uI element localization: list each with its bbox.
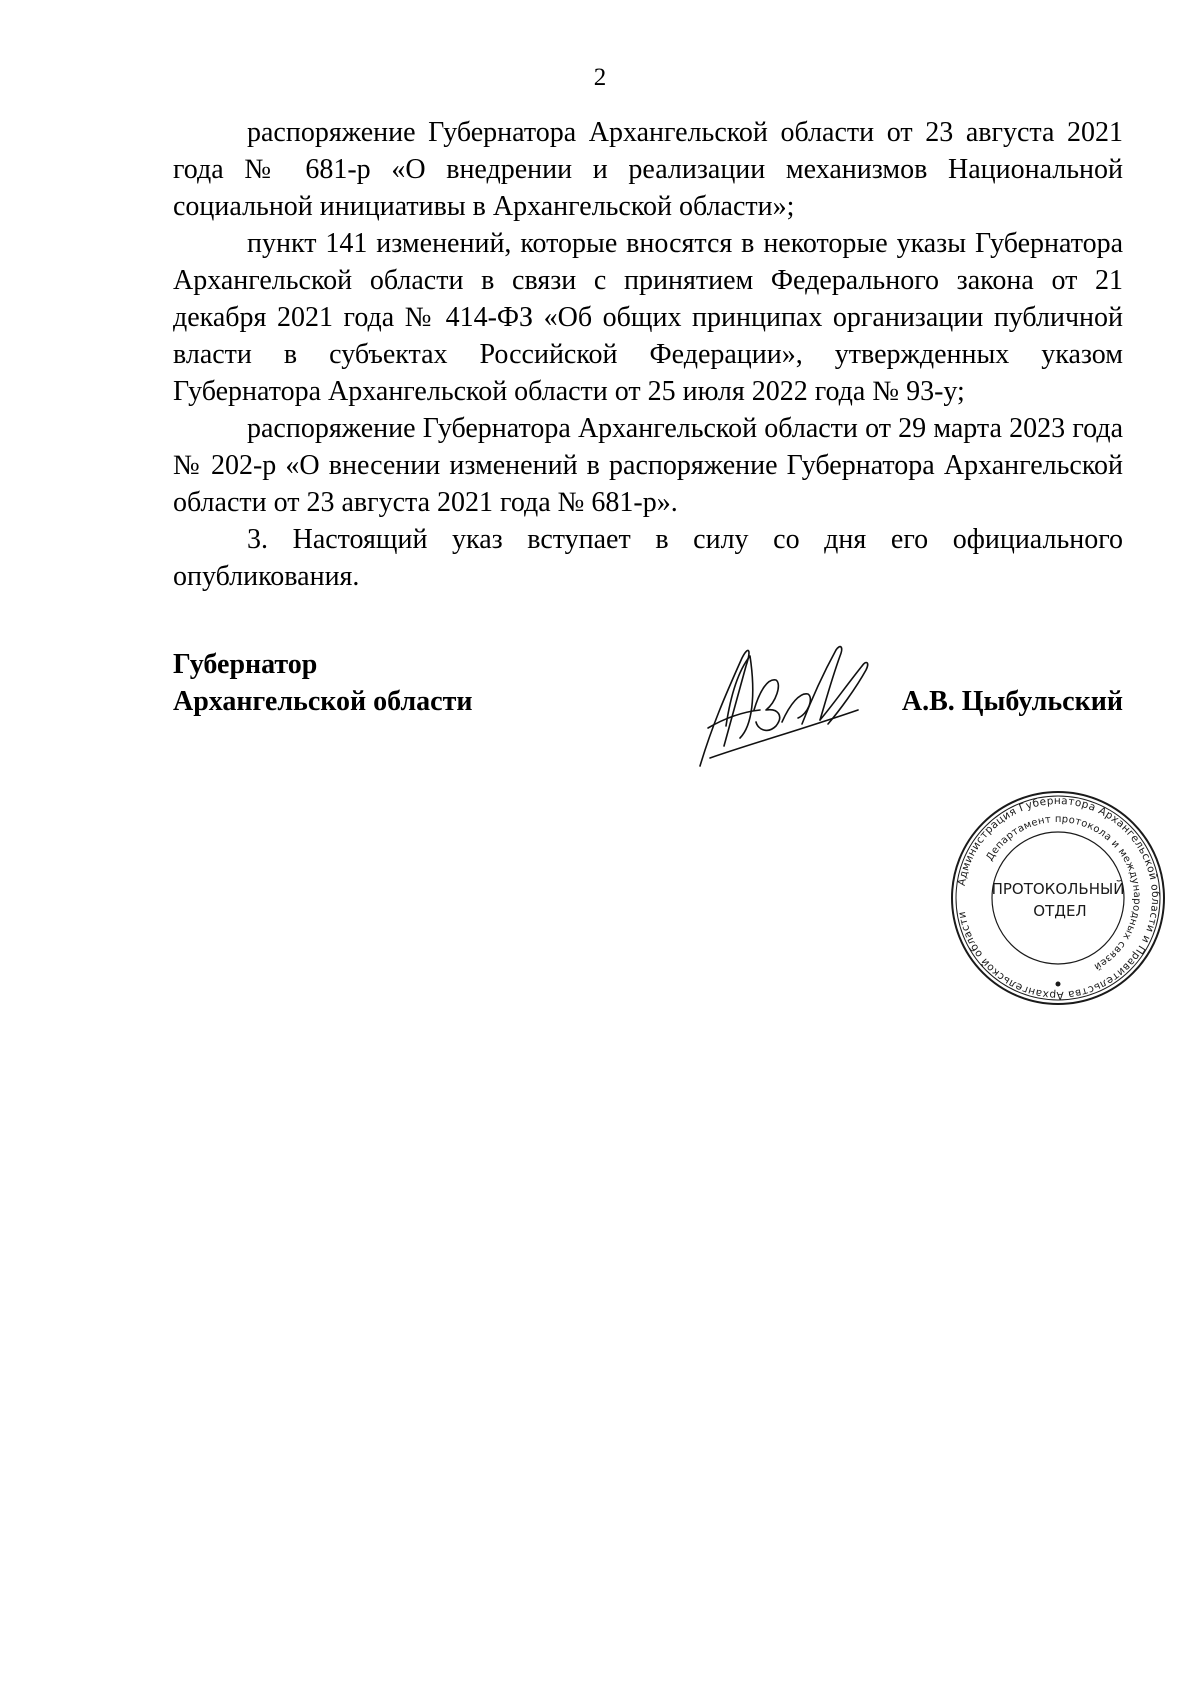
signer-name: А.В. Цыбульский: [901, 686, 1123, 717]
seal-center-line2: ОТДЕЛ: [1033, 902, 1087, 920]
seal-center-line1: ПРОТОКОЛЬНЫЙ: [991, 880, 1125, 898]
seal-inner-text: Департамент протокола и международных связей: [984, 813, 1143, 973]
page-number: 2: [593, 64, 607, 91]
paragraph-item-141: пункт 141 изменений, которые вносятся в некоторые указы Губернатора Архангельской области в связи с принятием Федерального закона от 21 декабря 2021 года № 414-ФЗ «Об общих принципах организации публичной власти в субъектах Российской Федерации», утвержденных указом Губернатора Архангельской области от 25 июля 2022 года № 93-у;: [173, 228, 1123, 407]
signer-position-line1: Губернатор: [173, 649, 318, 680]
official-seal: [948, 788, 1168, 1008]
paragraph-decree-681: распоряжение Губернатора Архангельской области от 23 августа 2021 года № 681-р «О внедрении и реализации механизмов Национальной социальной инициативы в Архангельской области»;: [173, 117, 1123, 222]
signature-block: [173, 646, 1123, 726]
handwritten-signature: [690, 626, 890, 776]
signer-position: [173, 646, 473, 720]
paragraph-entry-into-force: 3. Настоящий указ вступает в силу со дня его официального опубликования.: [173, 524, 1123, 592]
document-body: [173, 114, 1123, 595]
seal-star-icon: [1056, 982, 1061, 987]
svg-text:Администрация Губернатора Арха: [956, 795, 1161, 1001]
paragraph-decree-202: распоряжение Губернатора Архангельской области от 29 марта 2023 года № 202-р «О внесении изменений в распоряжение Губернатора Архангельской области от 23 августа 2021 года № 681-р».: [173, 413, 1123, 518]
seal-outer-text: Администрация Губернатора Архангельской области и Правительства Архангельской области: [955, 794, 1162, 1002]
signer-position-line2: Архангельской области: [173, 686, 473, 717]
